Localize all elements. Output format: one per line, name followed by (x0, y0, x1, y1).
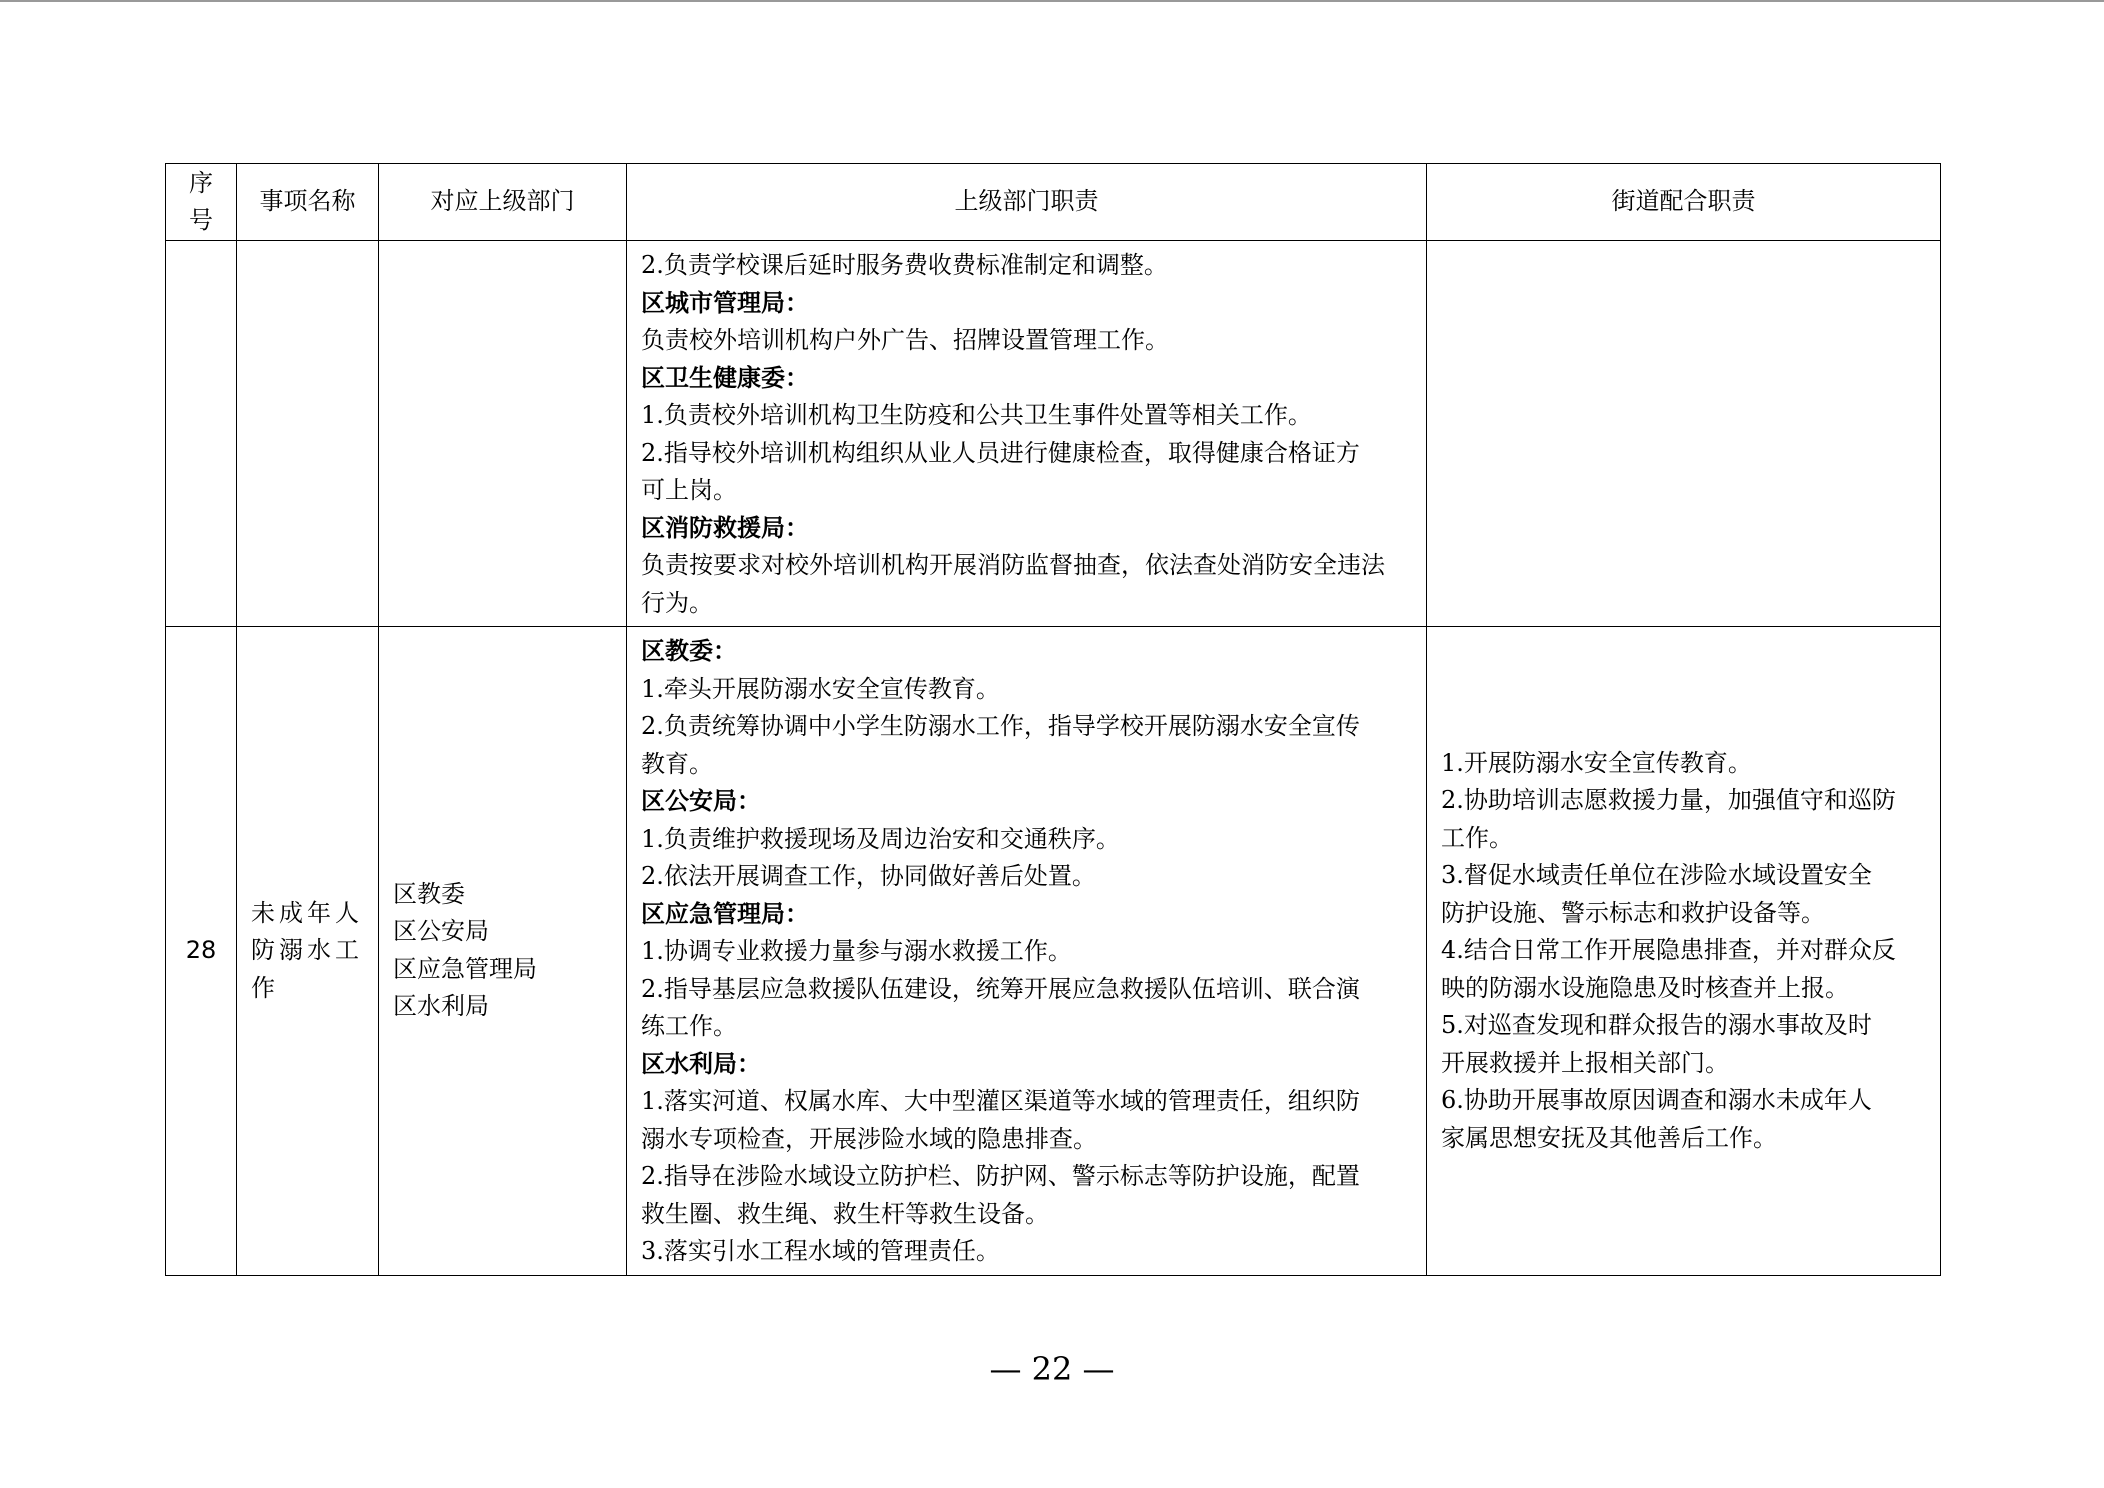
duty-line: 溺水专项检查，开展涉险水域的隐患排查。 (641, 1124, 1097, 1153)
cell-jd-duty (1427, 241, 1941, 627)
header-item-name: 事项名称 (237, 164, 379, 241)
cell-seq: 28 (166, 627, 237, 1276)
dept-item: 区教委 (393, 879, 465, 908)
duty-line: 2.负责学校课后延时服务费收费标准制定和调整。 (641, 251, 1168, 279)
duty-line: 1.负责校外培训机构卫生防疫和公共卫生事件处置等相关工作。 (641, 401, 1312, 429)
duty-line: 行为。 (641, 588, 713, 617)
page-top-border (0, 0, 2104, 2)
cell-jd-duty (1427, 627, 1941, 1276)
cell-item-name (237, 241, 379, 627)
header-seq-text: 序号 (189, 168, 213, 234)
dept-item: 区公安局 (393, 917, 489, 946)
duty-line: 负责校外培训机构户外广告、招牌设置管理工作。 (641, 326, 1169, 354)
duty-line: 1.落实河道、权属水库、大中型灌区渠道等水域的管理责任，组织防 (641, 1087, 1360, 1115)
header-seq (166, 164, 237, 241)
jd-duty-line: 1.开展防溺水安全宣传教育。 (1441, 748, 1752, 777)
duty-dept-heading: 区公安局： (641, 787, 761, 815)
jd-duty-line: 防护设施、警示标志和救护设备等。 (1441, 898, 1825, 927)
jd-duty-line: 开展救援并上报相关部门。 (1441, 1048, 1729, 1077)
duty-dept-heading: 区城市管理局： (641, 288, 809, 317)
cell-item-name: 未成年人防溺水工作 (237, 627, 379, 1276)
header-jd-duty: 街道配合职责 (1427, 164, 1941, 241)
duty-line: 教育。 (641, 749, 713, 778)
duty-line: 练工作。 (641, 1012, 737, 1040)
page-number: — 22 — (989, 1350, 1115, 1388)
jd-duty-line: 4.结合日常工作开展隐患排查，并对群众反 (1441, 936, 1896, 964)
header-dept: 对应上级部门 (379, 164, 627, 241)
cell-dept (379, 241, 627, 627)
dept-item: 区应急管理局 (393, 954, 537, 983)
table-row (166, 241, 1941, 627)
duty-line: 2.负责统筹协调中小学生防溺水工作，指导学校开展防溺水安全宣传 (641, 712, 1360, 740)
table-row (166, 627, 1941, 1276)
duty-line: 3.落实引水工程水域的管理责任。 (641, 1237, 1000, 1265)
jd-duty-line: 2.协助培训志愿救援力量，加强值守和巡防 (1441, 786, 1896, 814)
duty-line: 2.指导校外培训机构组织从业人员进行健康检查，取得健康合格证方 (641, 438, 1360, 467)
jd-duty-line: 6.协助开展事故原因调查和溺水未成年人 (1441, 1086, 1872, 1114)
duty-dept-heading: 区消防救援局： (641, 513, 809, 542)
cell-superior-duty (627, 241, 1427, 627)
dept-item: 区水利局 (393, 992, 489, 1021)
duty-line: 1.牵头开展防溺水安全宣传教育。 (641, 674, 1000, 703)
duty-dept-heading: 区水利局： (641, 1049, 761, 1078)
duty-line: 1.协调专业救援力量参与溺水救援工作。 (641, 937, 1072, 965)
header-superior-duty: 上级部门职责 (627, 164, 1427, 241)
duty-dept-heading: 区卫生健康委： (641, 363, 809, 392)
duty-line: 可上岗。 (641, 476, 737, 504)
jd-duty-line: 3.督促水域责任单位在涉险水域设置安全 (1441, 861, 1872, 889)
cell-seq (166, 241, 237, 627)
duty-dept-heading: 区教委： (641, 637, 737, 665)
jd-duty-line: 家属思想安抚及其他善后工作。 (1441, 1123, 1777, 1152)
jd-duty-line: 映的防溺水设施隐患及时核查并上报。 (1441, 973, 1849, 1002)
duty-line: 2.指导基层应急救援队伍建设，统筹开展应急救援队伍培训、联合演 (641, 974, 1360, 1003)
duty-dept-heading: 区应急管理局： (641, 899, 809, 928)
duty-line: 1.负责维护救援现场及周边治安和交通秩序。 (641, 824, 1120, 853)
jd-duty-line: 工作。 (1441, 823, 1513, 852)
duty-line: 2.依法开展调查工作，协同做好善后处置。 (641, 862, 1096, 890)
jd-duty-line: 5.对巡查发现和群众报告的溺水事故及时 (1441, 1011, 1872, 1039)
duty-line: 救生圈、救生绳、救生杆等救生设备。 (641, 1199, 1049, 1228)
cell-superior-duty (627, 627, 1427, 1276)
duty-table (165, 163, 1941, 1276)
cell-dept (379, 627, 627, 1276)
table-header-row (166, 164, 1941, 241)
duty-line: 2.指导在涉险水域设立防护栏、防护网、警示标志等防护设施，配置 (641, 1162, 1360, 1190)
duty-line: 负责按要求对校外培训机构开展消防监督抽查，依法查处消防安全违法 (641, 551, 1385, 579)
